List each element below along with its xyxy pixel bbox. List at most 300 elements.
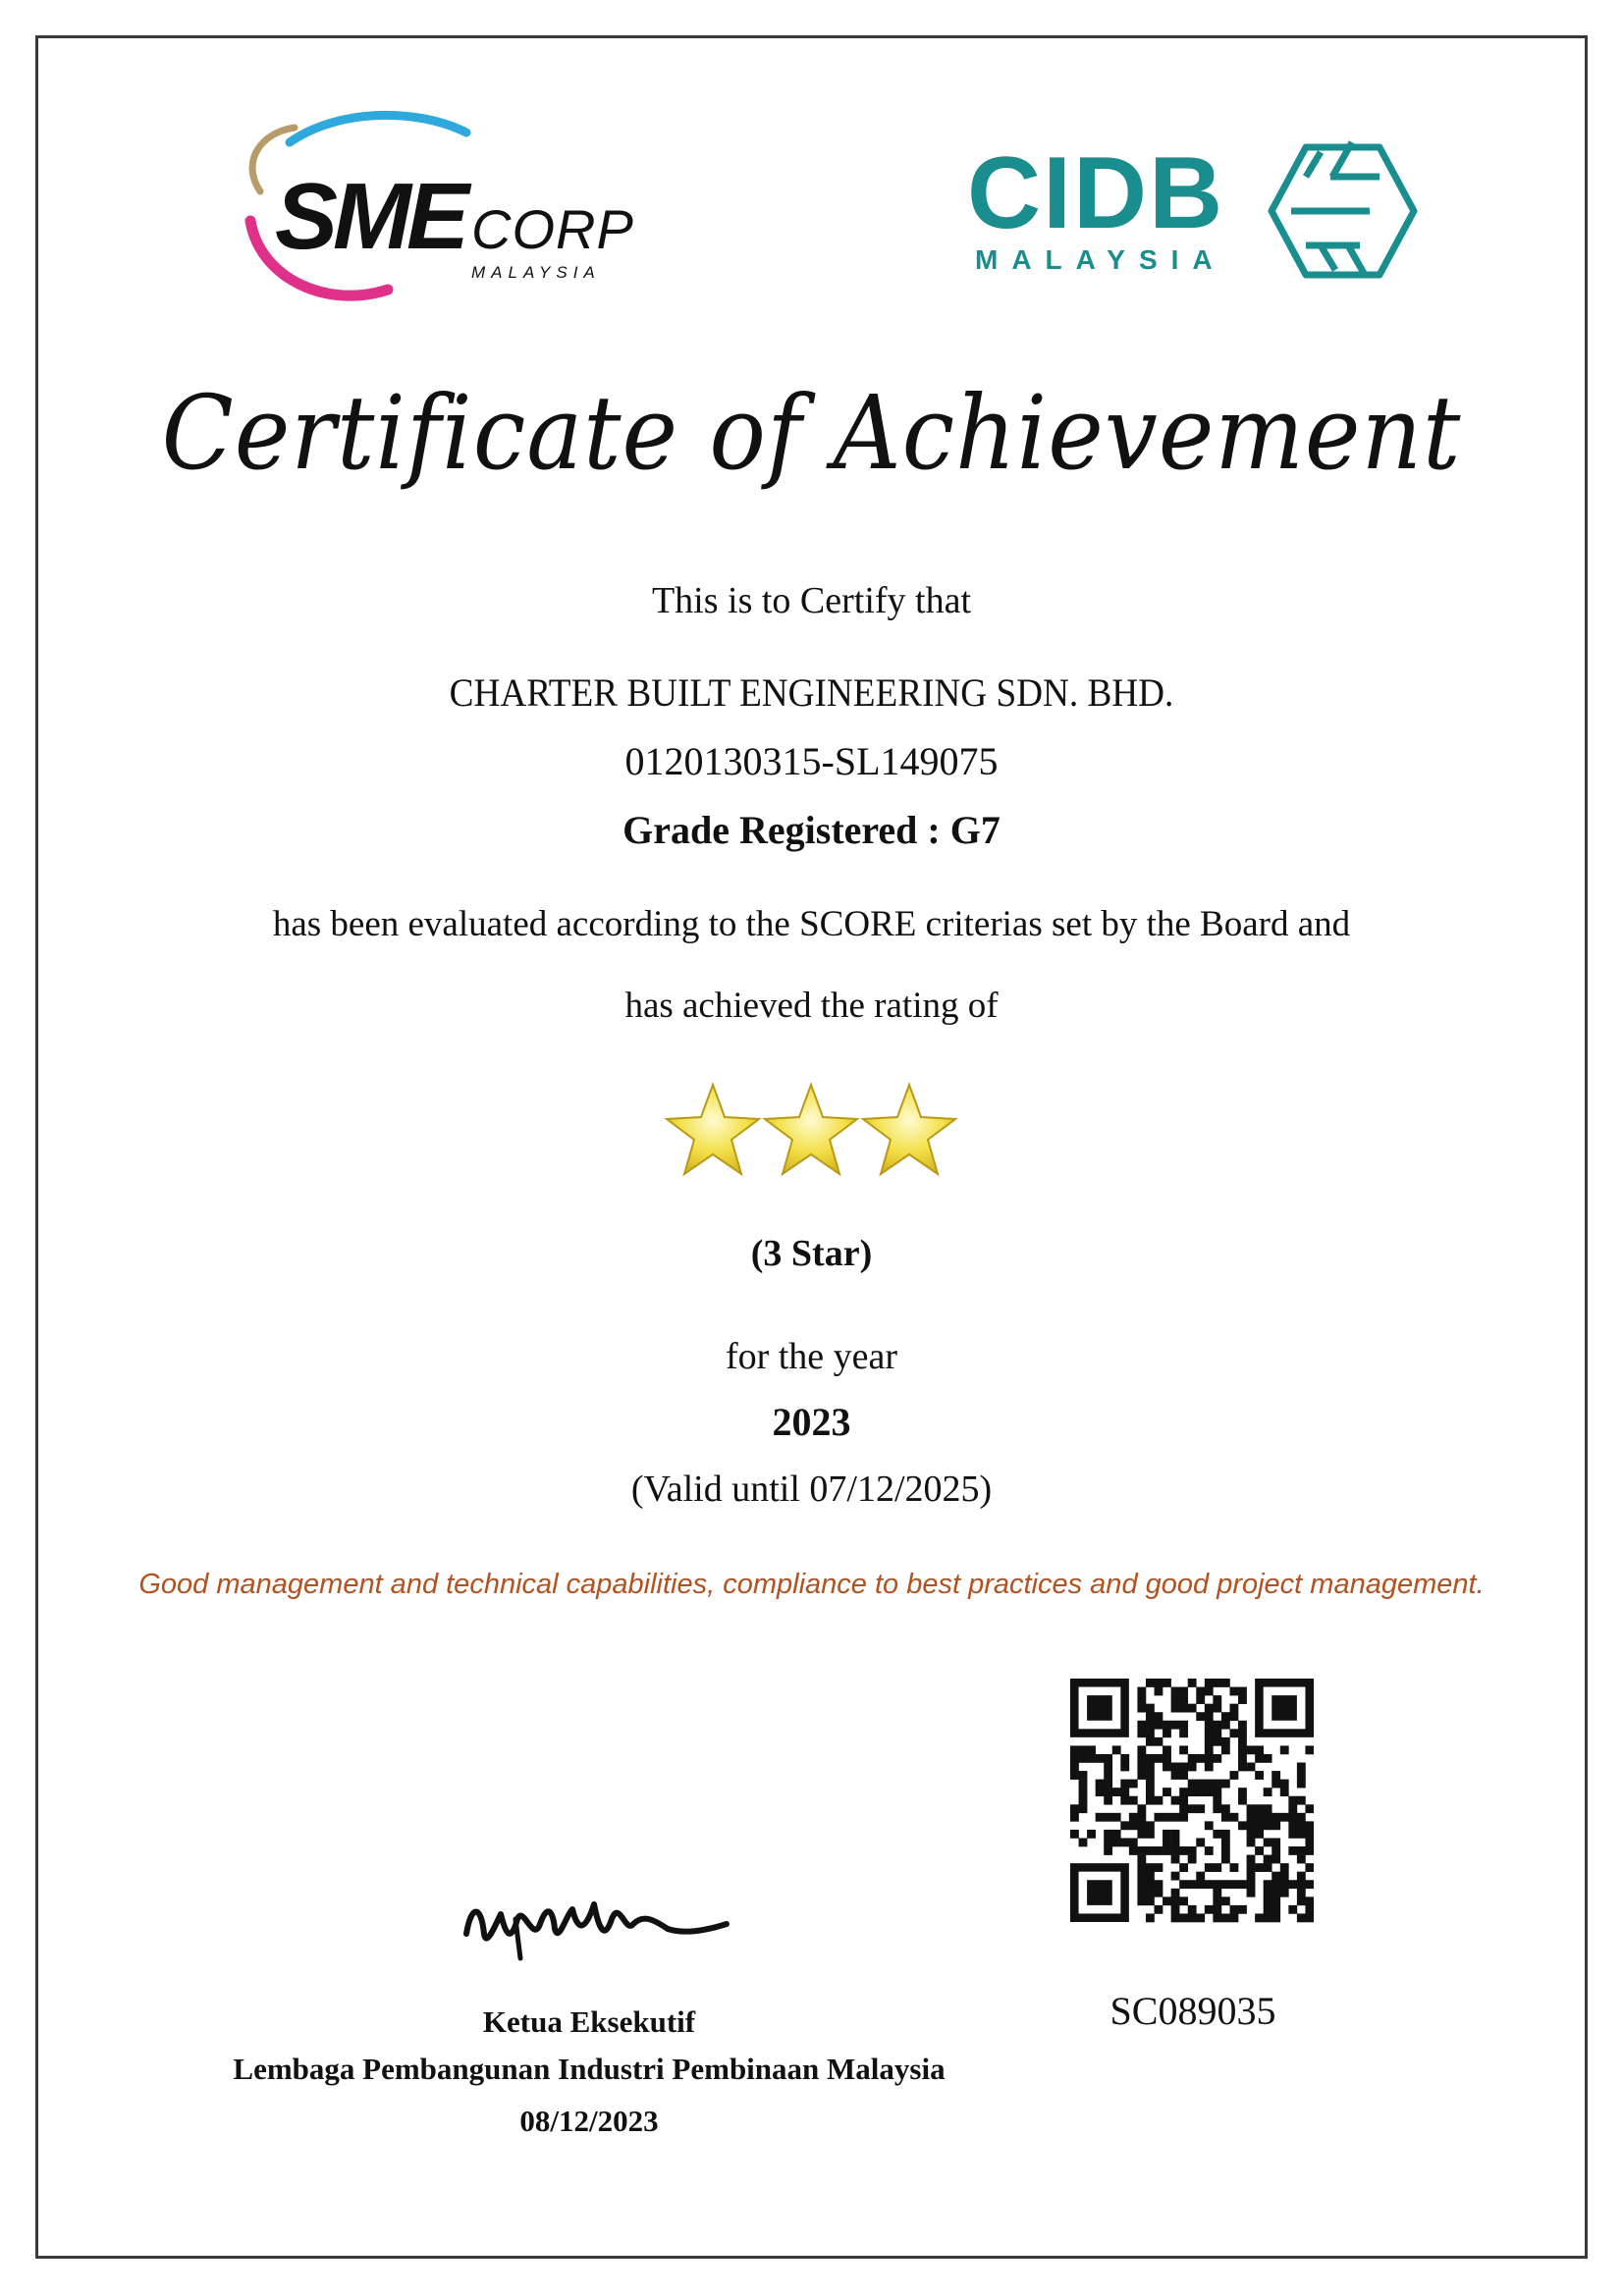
qr-module <box>1137 1855 1146 1864</box>
qr-module <box>1070 1830 1079 1839</box>
qr-module <box>1155 1712 1163 1721</box>
qr-module <box>1079 1754 1088 1763</box>
qr-module <box>1280 1889 1289 1897</box>
qr-module <box>1096 1754 1105 1763</box>
qr-module <box>1238 1695 1247 1704</box>
qr-module <box>1305 1880 1314 1889</box>
qr-module <box>1129 1780 1138 1789</box>
qr-module <box>1196 1695 1205 1704</box>
qr-module <box>1213 1889 1221 1897</box>
qr-module <box>1070 1754 1079 1763</box>
intro-text: This is to Certify that <box>651 580 972 621</box>
qr-module <box>1196 1838 1205 1846</box>
qr-module <box>1213 1679 1221 1687</box>
qr-module <box>1120 1780 1129 1789</box>
qr-module <box>1112 1788 1121 1796</box>
certificate-title: Certificate of Achievement <box>161 373 1462 493</box>
qr-module <box>1229 1905 1238 1914</box>
qr-module <box>1179 1745 1188 1754</box>
qr-module <box>1079 1804 1088 1813</box>
qr-module <box>1264 1863 1272 1872</box>
qr-module <box>1179 1704 1188 1713</box>
qr-module <box>1146 1704 1155 1713</box>
qr-module <box>1120 1763 1129 1772</box>
qr-module <box>1264 1913 1272 1922</box>
qr-module <box>1205 1780 1214 1789</box>
qr-module <box>1196 1712 1205 1721</box>
qr-module <box>1137 1846 1146 1855</box>
qr-module <box>1205 1763 1214 1772</box>
qr-module <box>1146 1880 1155 1889</box>
qr-module <box>1247 1855 1256 1864</box>
qr-module <box>1297 1821 1306 1830</box>
qr-module <box>1238 1729 1247 1737</box>
qr-module <box>1271 1905 1280 1914</box>
qr-module <box>1271 1780 1280 1789</box>
qr-module <box>1171 1889 1180 1897</box>
qr-module <box>1171 1846 1180 1855</box>
qr-module <box>1163 1745 1171 1754</box>
smecorp-logo <box>221 103 653 314</box>
qr-module <box>1221 1855 1230 1864</box>
qr-module <box>1129 1846 1138 1855</box>
qr-module <box>1213 1880 1221 1889</box>
qr-module <box>1112 1813 1121 1822</box>
qr-module <box>1146 1729 1155 1737</box>
signature-image <box>457 1875 741 1963</box>
qr-module <box>1188 1780 1197 1789</box>
qr-module <box>1104 1796 1112 1805</box>
qr-module <box>1104 1788 1112 1796</box>
qr-code <box>1070 1669 1314 1932</box>
qr-module <box>1146 1846 1155 1855</box>
qr-module <box>1163 1846 1171 1855</box>
qr-module <box>1247 1889 1256 1897</box>
qr-module <box>1205 1788 1214 1796</box>
qr-module <box>1171 1796 1180 1805</box>
qr-module <box>1171 1830 1180 1839</box>
qr-module <box>1238 1788 1247 1796</box>
qr-module <box>1238 1721 1247 1730</box>
qr-module <box>1221 1838 1230 1846</box>
qr-module <box>1213 1896 1221 1905</box>
qr-module <box>1104 1754 1112 1763</box>
qr-module <box>1264 1821 1272 1830</box>
qr-module <box>1087 1745 1096 1754</box>
qr-module <box>1271 1813 1280 1822</box>
qr-module <box>1221 1737 1230 1746</box>
qr-module <box>1163 1830 1171 1839</box>
qr-module <box>1146 1896 1155 1905</box>
qr-module <box>1205 1712 1214 1721</box>
svg-text:MALAYSIA: MALAYSIA <box>975 244 1226 275</box>
qr-module <box>1305 1846 1314 1855</box>
qr-module <box>1171 1763 1180 1772</box>
qr-module <box>1179 1813 1188 1822</box>
qr-module <box>1112 1838 1121 1846</box>
qr-module <box>1213 1729 1221 1737</box>
qr-module <box>1221 1712 1230 1721</box>
star-icon-1 <box>667 1085 759 1174</box>
qr-module <box>1264 1788 1272 1796</box>
qr-module <box>1179 1796 1188 1805</box>
for-the-year-label: for the year <box>725 1336 898 1377</box>
qr-module <box>1213 1780 1221 1789</box>
qr-module <box>1137 1813 1146 1822</box>
qr-module <box>1070 1804 1079 1813</box>
qr-module <box>1146 1863 1155 1872</box>
qr-module <box>1146 1788 1155 1796</box>
qr-module <box>1221 1830 1230 1839</box>
qr-module <box>1196 1780 1205 1789</box>
qr-module <box>1305 1830 1314 1839</box>
qr-module <box>1079 1838 1088 1846</box>
qr-module <box>1137 1754 1146 1763</box>
qr-module <box>1155 1889 1163 1897</box>
qr-module <box>1137 1863 1146 1872</box>
qr-module <box>1146 1679 1155 1687</box>
qr-module <box>1213 1913 1221 1922</box>
qr-module <box>1120 1821 1129 1830</box>
qr-module <box>1297 1855 1306 1864</box>
qr-module <box>1297 1896 1306 1905</box>
qr-module <box>1205 1846 1214 1855</box>
qr-module <box>1196 1804 1205 1813</box>
qr-module <box>1271 1846 1280 1855</box>
signatory-organization: Lembaga Pembangunan Industri Pembinaan Malaysia <box>233 2052 946 2086</box>
qr-module <box>1305 1863 1314 1872</box>
qr-module <box>1171 1896 1180 1905</box>
rating-label: (3 Star) <box>750 1233 873 1274</box>
qr-module <box>1146 1830 1155 1839</box>
qr-module <box>1171 1838 1180 1846</box>
qr-module <box>1137 1721 1146 1730</box>
qr-module <box>1221 1913 1230 1922</box>
qr-module <box>1255 1771 1264 1780</box>
qr-module <box>1163 1813 1171 1822</box>
year-value: 2023 <box>772 1400 851 1444</box>
qr-module <box>1171 1704 1180 1713</box>
qr-module <box>1179 1913 1188 1922</box>
rating-description: Good management and technical capabilities, compliance to best practices and good project management. <box>138 1569 1485 1600</box>
qr-finder <box>1271 1695 1297 1721</box>
qr-module <box>1171 1771 1180 1780</box>
qr-module <box>1196 1687 1205 1696</box>
qr-module <box>1205 1745 1214 1754</box>
qr-module <box>1247 1763 1256 1772</box>
qr-module <box>1179 1763 1188 1772</box>
qr-module <box>1070 1771 1079 1780</box>
qr-module <box>1179 1896 1188 1905</box>
qr-module <box>1264 1754 1272 1763</box>
qr-module <box>1137 1896 1146 1905</box>
qr-module <box>1297 1763 1306 1772</box>
qr-module <box>1297 1796 1306 1805</box>
qr-module <box>1221 1780 1230 1789</box>
qr-module <box>1070 1763 1079 1772</box>
qr-module <box>1255 1804 1264 1813</box>
qr-module <box>1137 1695 1146 1704</box>
qr-module <box>1196 1754 1205 1763</box>
qr-module <box>1137 1745 1146 1754</box>
qr-module <box>1255 1830 1264 1839</box>
qr-module <box>1163 1679 1171 1687</box>
qr-module <box>1247 1821 1256 1830</box>
qr-module <box>1171 1913 1180 1922</box>
qr-module <box>1213 1704 1221 1713</box>
qr-module <box>1221 1880 1230 1889</box>
cidb-logo <box>967 137 1419 285</box>
qr-module <box>1129 1813 1138 1822</box>
qr-module <box>1238 1687 1247 1696</box>
serial-number: SC089035 <box>1109 1989 1276 2033</box>
qr-module <box>1146 1763 1155 1772</box>
qr-module <box>1271 1913 1280 1922</box>
qr-module <box>1205 1679 1214 1687</box>
qr-module <box>1229 1687 1238 1696</box>
qr-module <box>1213 1796 1221 1805</box>
qr-module <box>1229 1880 1238 1889</box>
qr-module <box>1179 1846 1188 1855</box>
qr-module <box>1229 1813 1238 1822</box>
qr-module <box>1221 1846 1230 1855</box>
qr-module <box>1171 1695 1180 1704</box>
qr-module <box>1255 1863 1264 1872</box>
qr-module <box>1238 1905 1247 1914</box>
qr-module <box>1229 1913 1238 1922</box>
qr-module <box>1205 1704 1214 1713</box>
qr-module <box>1129 1838 1138 1846</box>
qr-module <box>1079 1745 1088 1754</box>
qr-module <box>1087 1830 1096 1839</box>
qr-module <box>1079 1788 1088 1796</box>
qr-module <box>1163 1754 1171 1763</box>
qr-module <box>1297 1913 1306 1922</box>
qr-module <box>1297 1830 1306 1839</box>
qr-module <box>1238 1737 1247 1746</box>
qr-module <box>1271 1838 1280 1846</box>
qr-module <box>1238 1754 1247 1763</box>
qr-module <box>1163 1763 1171 1772</box>
grade-registered: Grade Registered : G7 <box>622 808 1001 852</box>
qr-module <box>1146 1771 1155 1780</box>
qr-module <box>1129 1821 1138 1830</box>
qr-module <box>1238 1880 1247 1889</box>
qr-module <box>1196 1872 1205 1881</box>
qr-module <box>1205 1880 1214 1889</box>
qr-module <box>1179 1863 1188 1872</box>
qr-module <box>1087 1754 1096 1763</box>
qr-module <box>1221 1813 1230 1822</box>
qr-module <box>1079 1771 1088 1780</box>
qr-module <box>1146 1737 1155 1746</box>
qr-module <box>1305 1913 1314 1922</box>
qr-module <box>1070 1813 1079 1822</box>
qr-module <box>1120 1796 1129 1805</box>
qr-module <box>1146 1721 1155 1730</box>
qr-module <box>1112 1830 1121 1839</box>
qr-module <box>1305 1745 1314 1754</box>
qr-module <box>1229 1729 1238 1737</box>
qr-module <box>1280 1872 1289 1881</box>
qr-module <box>1213 1788 1221 1796</box>
qr-module <box>1305 1905 1314 1914</box>
qr-module <box>1155 1737 1163 1746</box>
qr-module <box>1280 1880 1289 1889</box>
qr-module <box>1247 1838 1256 1846</box>
qr-module <box>1288 1796 1297 1805</box>
qr-module <box>1305 1896 1314 1905</box>
qr-module <box>1297 1846 1306 1855</box>
qr-module <box>1205 1821 1214 1830</box>
qr-module <box>1137 1687 1146 1696</box>
qr-module <box>1179 1695 1188 1704</box>
qr-module <box>1255 1821 1264 1830</box>
qr-module <box>1297 1813 1306 1822</box>
qr-module <box>1213 1830 1221 1839</box>
qr-module <box>1264 1905 1272 1914</box>
qr-module <box>1205 1729 1214 1737</box>
qr-module <box>1104 1771 1112 1780</box>
qr-module <box>1280 1780 1289 1789</box>
qr-module <box>1297 1872 1306 1881</box>
qr-module <box>1213 1721 1221 1730</box>
qr-module <box>1221 1745 1230 1754</box>
qr-module <box>1104 1813 1112 1822</box>
qr-module <box>1221 1804 1230 1813</box>
qr-module <box>1205 1721 1214 1730</box>
qr-module <box>1137 1771 1146 1780</box>
qr-module <box>1213 1737 1221 1746</box>
qr-module <box>1096 1813 1105 1822</box>
star-icon-3 <box>863 1085 955 1174</box>
qr-module <box>1297 1889 1306 1897</box>
qr-module <box>1155 1880 1163 1889</box>
evaluation-text-line1: has been evaluated according to the SCORE criterias set by the Board and <box>272 904 1351 944</box>
qr-module <box>1179 1788 1188 1796</box>
qr-module <box>1238 1796 1247 1805</box>
qr-module <box>1171 1721 1180 1730</box>
qr-module <box>1288 1880 1297 1889</box>
qr-module <box>1146 1780 1155 1789</box>
qr-module <box>1104 1780 1112 1789</box>
qr-module <box>1247 1880 1256 1889</box>
qr-module <box>1188 1704 1197 1713</box>
qr-module <box>1271 1872 1280 1881</box>
qr-module <box>1179 1721 1188 1730</box>
qr-module <box>1104 1830 1112 1839</box>
qr-module <box>1264 1889 1272 1897</box>
qr-module <box>1171 1872 1180 1881</box>
company-name: CHARTER BUILT ENGINEERING SDN. BHD. <box>449 670 1174 715</box>
qr-module <box>1163 1729 1171 1737</box>
qr-module <box>1137 1704 1146 1713</box>
signatory-title: Ketua Eksekutif <box>482 2004 696 2039</box>
qr-module <box>1247 1872 1256 1881</box>
qr-module <box>1247 1804 1256 1813</box>
qr-module <box>1120 1754 1129 1763</box>
qr-module <box>1155 1687 1163 1696</box>
qr-module <box>1271 1771 1280 1780</box>
qr-module <box>1221 1721 1230 1730</box>
qr-module <box>1205 1687 1214 1696</box>
qr-module <box>1188 1880 1197 1889</box>
qr-module <box>1163 1721 1171 1730</box>
qr-finder <box>1087 1880 1112 1905</box>
qr-module <box>1163 1788 1171 1796</box>
qr-module <box>1264 1813 1272 1822</box>
qr-module <box>1288 1830 1297 1839</box>
qr-module <box>1163 1896 1171 1905</box>
qr-module <box>1137 1763 1146 1772</box>
qr-module <box>1137 1804 1146 1813</box>
qr-module <box>1188 1804 1197 1813</box>
qr-module <box>1188 1763 1197 1772</box>
qr-module <box>1155 1721 1163 1730</box>
svg-text:MALAYSIA: MALAYSIA <box>471 263 601 282</box>
qr-module <box>1288 1821 1297 1830</box>
star-rating <box>664 1080 958 1188</box>
qr-module <box>1146 1872 1155 1881</box>
qr-module <box>1255 1813 1264 1822</box>
qr-module <box>1096 1788 1105 1796</box>
qr-module <box>1188 1846 1197 1855</box>
qr-module <box>1271 1889 1280 1897</box>
qr-module <box>1255 1754 1264 1763</box>
qr-module <box>1264 1838 1272 1846</box>
qr-module <box>1213 1754 1221 1763</box>
qr-module <box>1247 1745 1256 1754</box>
svg-text:CIDB: CIDB <box>967 137 1225 250</box>
qr-module <box>1179 1804 1188 1813</box>
qr-module <box>1155 1863 1163 1872</box>
qr-module <box>1104 1846 1112 1855</box>
qr-module <box>1288 1846 1297 1855</box>
qr-module <box>1120 1788 1129 1796</box>
qr-module <box>1137 1821 1146 1830</box>
qr-module <box>1288 1905 1297 1914</box>
svg-text:CORP: CORP <box>471 198 634 260</box>
qr-module <box>1171 1905 1180 1914</box>
qr-module <box>1171 1855 1180 1864</box>
qr-module <box>1179 1729 1188 1737</box>
qr-module <box>1271 1880 1280 1889</box>
qr-module <box>1213 1863 1221 1872</box>
qr-module <box>1188 1788 1197 1796</box>
qr-module <box>1229 1863 1238 1872</box>
qr-module <box>1146 1754 1155 1763</box>
evaluation-text-line2: has achieved the rating of <box>624 986 999 1026</box>
qr-module <box>1146 1913 1155 1922</box>
qr-module <box>1213 1695 1221 1704</box>
qr-module <box>1305 1838 1314 1846</box>
qr-module <box>1146 1821 1155 1830</box>
signature-date: 08/12/2023 <box>519 2104 659 2138</box>
qr-module <box>1238 1763 1247 1772</box>
qr-module <box>1179 1880 1188 1889</box>
qr-module <box>1196 1913 1205 1922</box>
qr-module <box>1255 1745 1264 1754</box>
qr-module <box>1137 1830 1146 1839</box>
qr-module <box>1205 1905 1214 1914</box>
svg-text:SME: SME <box>275 164 465 269</box>
qr-module <box>1205 1737 1214 1746</box>
qr-module <box>1205 1863 1214 1872</box>
qr-module <box>1271 1896 1280 1905</box>
qr-module <box>1297 1780 1306 1789</box>
qr-module <box>1271 1855 1280 1864</box>
qr-module <box>1104 1763 1112 1772</box>
